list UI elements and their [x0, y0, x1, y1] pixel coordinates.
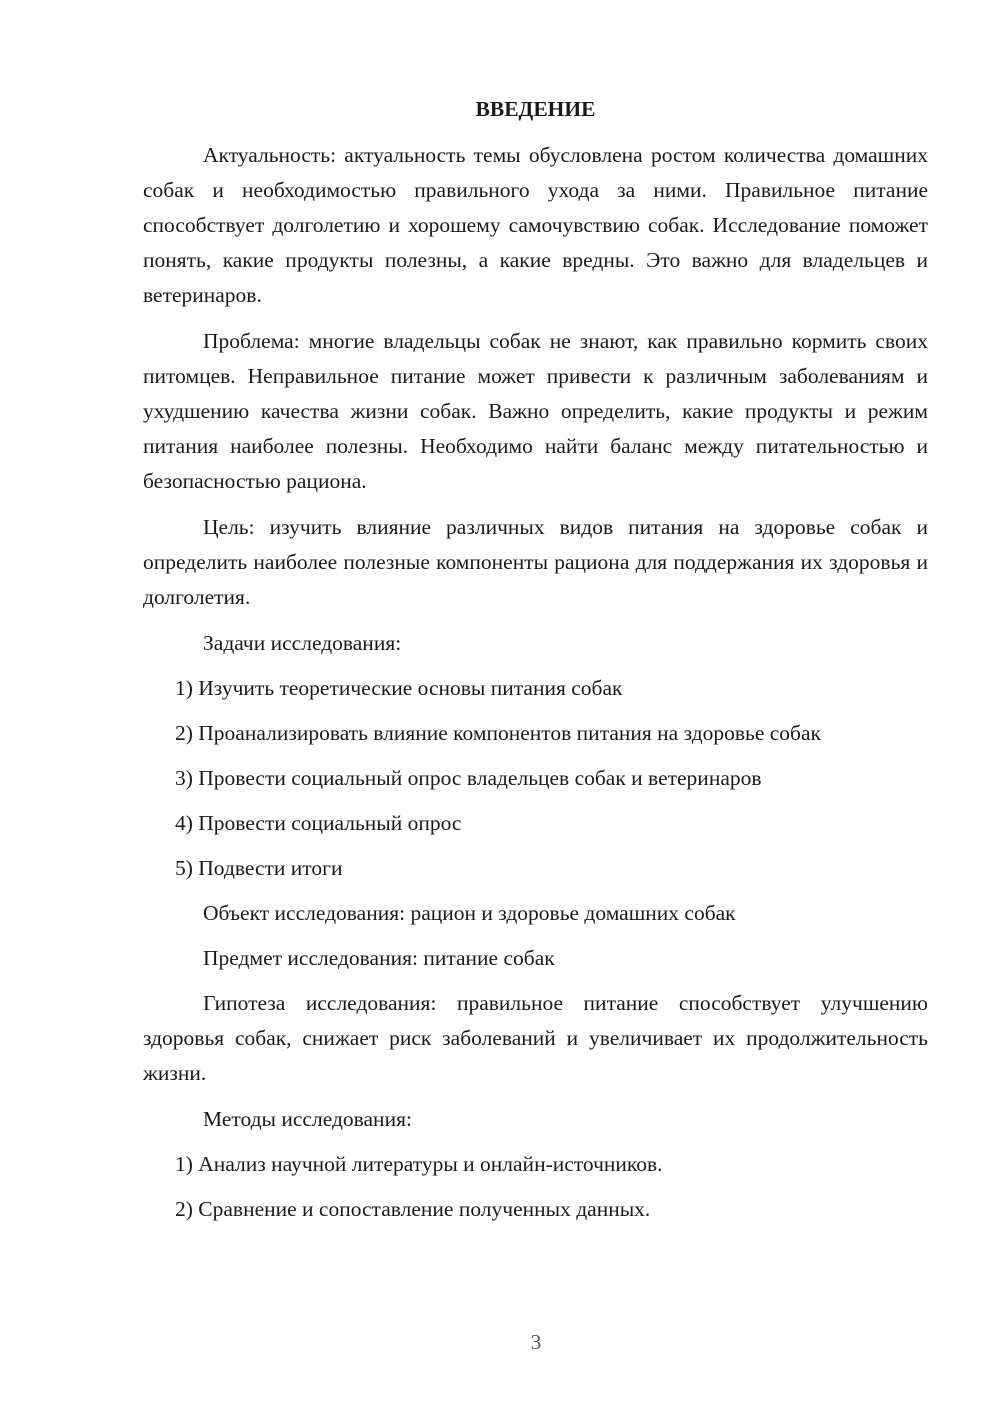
method-item-2: 2) Сравнение и сопоставление полученных данных. [175, 1197, 651, 1221]
task-item-5: 5) Подвести итоги [175, 856, 343, 880]
section-title: ВВЕДЕНИЕ [475, 97, 596, 121]
subject-paragraph: Предмет исследования: питание собак [203, 946, 555, 970]
task-item-3: 3) Провести социальный опрос владельцев собак и ветеринаров [175, 766, 762, 790]
task-item-2: 2) Проанализировать влияние компонентов питания на здоровье собак [175, 721, 821, 745]
problem-paragraph: Проблема: многие владельцы собак не знают, как правильно кормить своих питомцев. Неправильное питание может привести к различным заболеваниям и ухудшению качества жизни собак. Важно определить, какие продукты и режим питания наиболее полезны. Необходимо найти баланс между питательностью и безопасностью рациона. [143, 329, 928, 493]
task-item-1: 1) Изучить теоретические основы питания собак [175, 676, 623, 700]
method-item-1: 1) Анализ научной литературы и онлайн-источников. [175, 1152, 663, 1176]
relevance-paragraph: Актуальность: актуальность темы обусловлена ростом количества домашних собак и необходимостью правильного ухода за ними. Правильное питание способствует долголетию и хорошему самочувствию собак. Исследование поможет понять, какие продукты полезны, а какие вредны. Это важно для владельцев и ветеринаров. [143, 143, 928, 307]
hypothesis-paragraph: Гипотеза исследования: правильное питание способствует улучшению здоровья собак, снижает риск заболеваний и увеличивает их продолжительность жизни. [143, 991, 928, 1085]
goal-paragraph: Цель: изучить влияние различных видов питания на здоровье собак и определить наиболее полезные компоненты рациона для поддержания их здоровья и долголетия. [143, 515, 928, 609]
task-item-4: 4) Провести социальный опрос [175, 811, 462, 835]
methods-heading: Методы исследования: [203, 1107, 412, 1131]
document-page [143, 92, 928, 1237]
object-paragraph: Объект исследования: рацион и здоровье домашних собак [203, 901, 736, 925]
tasks-heading: Задачи исследования: [203, 631, 402, 655]
page-number: 3 [530, 1330, 542, 1354]
